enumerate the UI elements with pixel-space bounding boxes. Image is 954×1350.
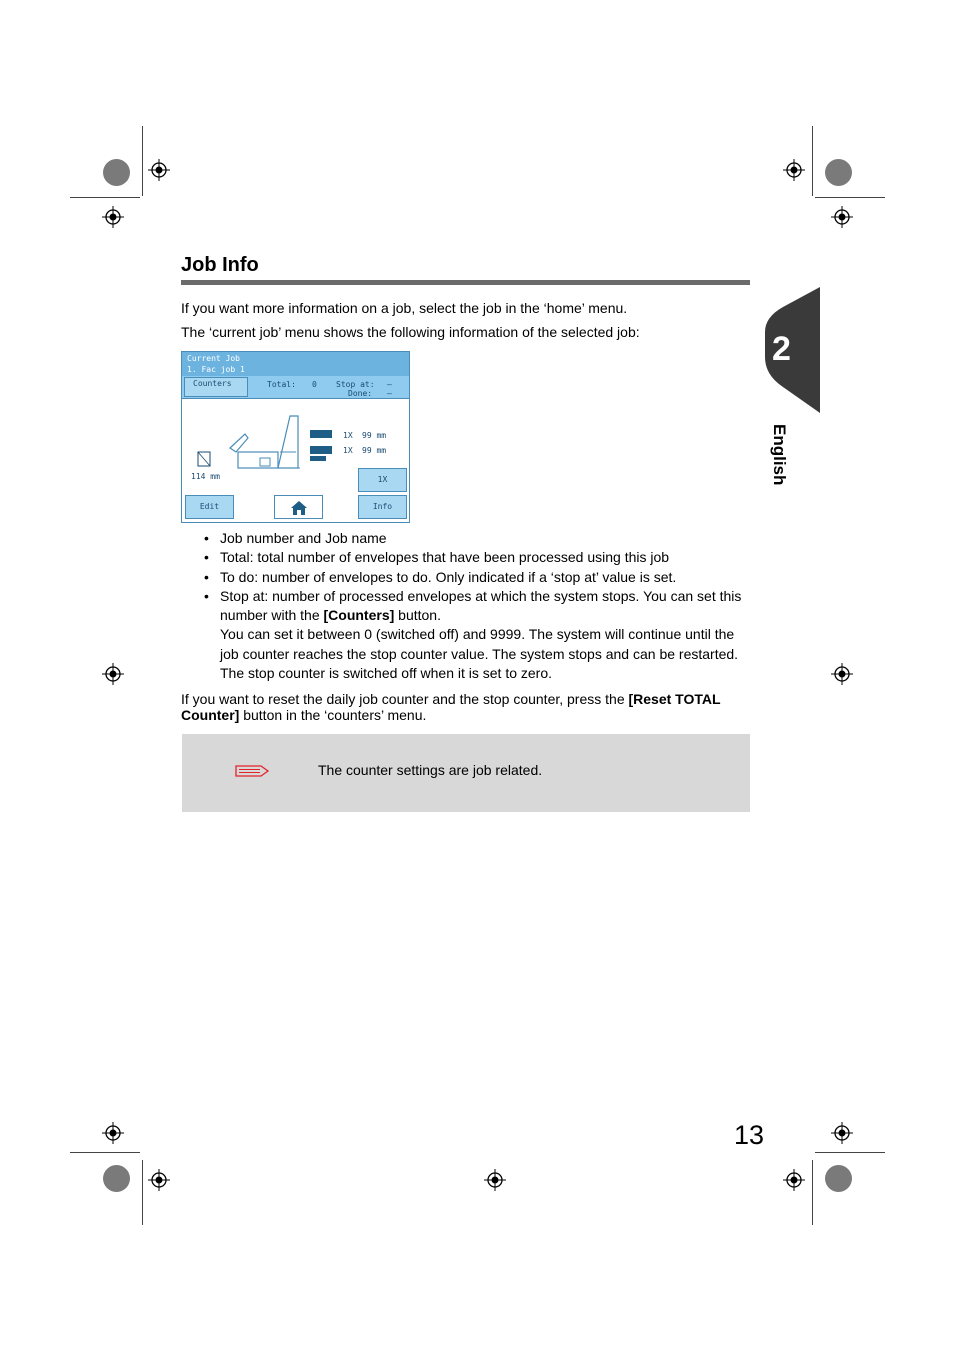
section-title: Job Info [181,254,259,276]
total-label: Total: [267,380,296,389]
counters-ref: [Counters] [323,607,395,624]
home-button[interactable] [274,495,323,519]
list-item [201,568,756,587]
gray-dot-mark [825,159,852,186]
title-rule [181,280,750,285]
edit-button[interactable]: Edit [185,495,234,519]
list-item-text: Stop at: number of processed envelopes at which the system stops. You can set this [220,587,742,604]
crosshair-icon [102,206,124,228]
crop-line [812,126,813,196]
envelope-size: 114 mm [191,472,220,481]
language-label: English [770,424,789,486]
crop-line [70,197,140,198]
crosshair-icon [148,159,170,181]
gray-dot-mark [103,1165,130,1192]
crosshair-icon [783,1169,805,1191]
list-item-text: number with the [Counters] button. [220,607,441,624]
list-item [201,529,756,548]
gray-dot-mark [825,1165,852,1192]
info-list [201,529,756,683]
info-button[interactable]: Info [358,495,407,519]
crop-line [815,1152,885,1153]
note-box [182,734,750,812]
list-item [201,587,756,683]
bullet-icon: • [204,530,209,546]
stop-at-value: – [387,380,392,389]
list-item-text: You can set it between 0 (switched off) and 9999. The system will continue until the [220,626,735,643]
reset-paragraph: If you want to reset the daily job counter and the stop counter, press the [Reset TOTAL Counter] button in the ‘counters’ menu. [181,691,721,723]
crosshair-icon [102,663,124,685]
current-job-screen [181,351,410,523]
total-value: 0 [312,380,317,389]
bullet-icon: • [204,549,209,566]
note-text: The counter settings are job related. [318,762,543,778]
counters-label: Counters [193,379,232,388]
crop-line [812,1160,813,1225]
list-item [201,548,756,567]
reset-ref: [Reset TOTAL [628,691,721,707]
counters-button[interactable] [184,377,248,397]
counter-row [182,376,409,399]
feeder-2-icon [310,446,332,454]
list-item-text: Total: total number of envelopes that have been processed using this job [220,549,670,566]
crosshair-icon [102,1122,124,1144]
stop-at-label: Stop at: [336,380,375,389]
intro-paragraph: The ‘current job’ menu shows the following information of the selected job: [181,324,640,340]
list-item-text: To do: number of envelopes to do. Only indicated if a ‘stop at’ value is set. [220,568,677,585]
done-value: – [387,389,392,398]
crop-line [142,126,143,196]
multiplier-button[interactable]: 1X [358,468,407,492]
list-item-text: Job number and Job name [220,530,387,546]
screen-header [182,352,409,376]
bullet-icon: • [204,568,209,585]
feeder-1-size: 99 mm [362,431,387,440]
feeder-1-icon [310,430,332,438]
reset-ref: Counter] [181,707,240,723]
bullet-icon: • [204,587,209,604]
crosshair-icon [484,1169,506,1191]
folder-inserter-illustration-icon [190,408,320,478]
crosshair-icon [831,1122,853,1144]
gray-dot-mark [103,159,130,186]
feeder-2-count: 1X [343,446,353,455]
note-pointer-icon [234,763,270,779]
feeder-3-icon [310,456,326,461]
screen-title: Current Job [187,354,240,363]
intro-paragraph: If you want more information on a job, select the job in the ‘home’ menu. [181,300,628,316]
crosshair-icon [783,159,805,181]
home-icon [290,500,308,516]
crosshair-icon [831,206,853,228]
list-item-text: job counter reaches the stop counter value. The system stops and can be restarted. [220,645,739,662]
crop-line [70,1152,140,1153]
chapter-number: 2 [772,330,791,368]
feeder-1-count: 1X [343,431,353,440]
crosshair-icon [831,663,853,685]
list-item-text: The stop counter is switched off when it is set to zero. [220,665,553,682]
crosshair-icon [148,1169,170,1191]
job-name: 1. Fac job 1 [187,365,245,374]
done-label: Done: [348,389,373,398]
page-number: 13 [734,1120,765,1150]
feeder-2-size: 99 mm [362,446,387,455]
crop-line [142,1160,143,1225]
crop-line [815,197,885,198]
